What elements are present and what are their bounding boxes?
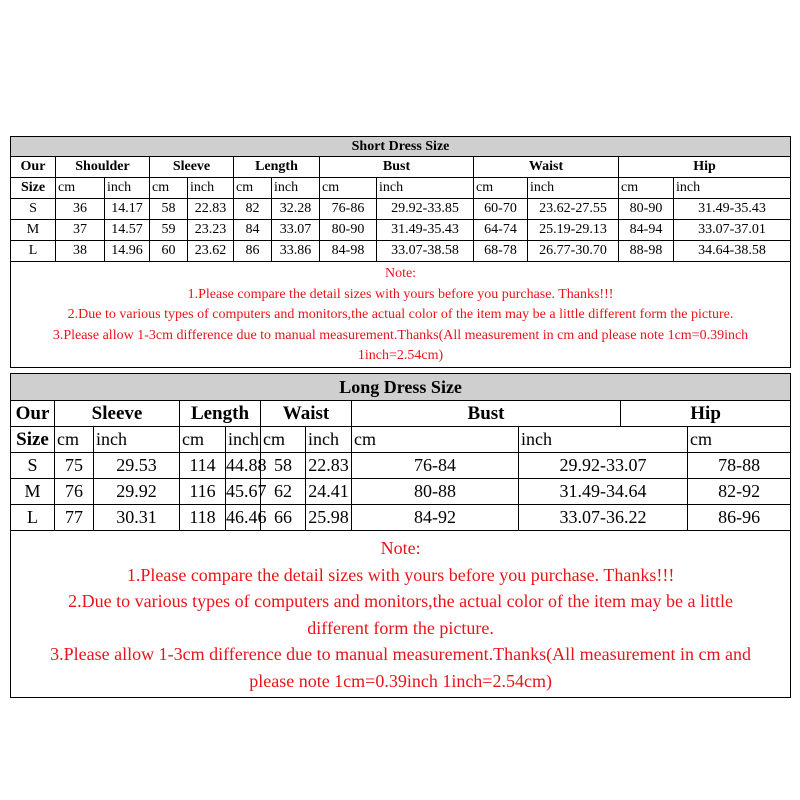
value-cell: 31.49-34.64 (519, 479, 688, 505)
value-cell: 68-78 (474, 241, 528, 262)
value-cell: 25.98 (306, 505, 352, 531)
value-cell: 33.07-36.22 (519, 505, 688, 531)
unit-cm: cm (150, 178, 188, 199)
value-cell: 33.07-38.58 (377, 241, 474, 262)
value-cell: 62 (261, 479, 306, 505)
value-cell: 88-98 (619, 241, 674, 262)
value-cell: 84-92 (352, 505, 519, 531)
value-cell: 84 (234, 220, 272, 241)
unit-cm: cm (261, 427, 306, 453)
size-label: Size (11, 427, 55, 453)
unit-cm: cm (180, 427, 226, 453)
size-cell: L (11, 241, 56, 262)
value-cell: 14.17 (105, 199, 150, 220)
table-row (11, 199, 791, 220)
value-cell: 58 (150, 199, 188, 220)
sleeve-header: Sleeve (150, 157, 234, 178)
table-row (11, 241, 791, 262)
unit-cm: cm (352, 427, 519, 453)
note-line: 3.Please allow 1-3cm difference due to manual measurement.Thanks(All measurement in cm and please note 1cm=0.39inch 1inch=2.54cm) (52, 327, 749, 363)
unit-cm: cm (56, 178, 105, 199)
value-cell: 59 (150, 220, 188, 241)
value-cell: 38 (56, 241, 105, 262)
value-cell: 116 (180, 479, 226, 505)
unit-inch: inch (272, 178, 320, 199)
value-cell: 84-94 (619, 220, 674, 241)
value-cell: 25.19-29.13 (528, 220, 619, 241)
value-cell: 86 (234, 241, 272, 262)
value-cell: 14.57 (105, 220, 150, 241)
note-line: 1.Please compare the detail sizes with yours before you purchase. Thanks!!! (126, 564, 675, 585)
value-cell: 66 (261, 505, 306, 531)
sleeve-header: Sleeve (55, 401, 180, 427)
table-row (11, 505, 791, 531)
value-cell: 32.28 (272, 199, 320, 220)
value-cell: 22.83 (188, 199, 234, 220)
note-line: 3.Please allow 1-3cm difference due to manual measurement.Thanks(All measurement in cm and please note 1cm=0.39inch 1inch=2.54cm) (50, 644, 752, 691)
unit-inch: inch (188, 178, 234, 199)
size-cell: M (11, 220, 56, 241)
unit-cm: cm (55, 427, 94, 453)
value-cell: 80-90 (619, 199, 674, 220)
value-cell: 26.77-30.70 (528, 241, 619, 262)
short-table-title: Short Dress Size (11, 137, 791, 157)
note-line: 2.Due to various types of computers and monitors,the actual color of the item may be a little different form the picture. (67, 307, 734, 322)
unit-inch: inch (306, 427, 352, 453)
size-label: Size (11, 178, 56, 199)
value-cell: 23.62 (188, 241, 234, 262)
value-cell: 60 (150, 241, 188, 262)
length-header: Length (234, 157, 320, 178)
value-cell: 30.31 (94, 505, 180, 531)
value-cell: 46.46 (226, 505, 261, 531)
value-cell: 31.49-35.43 (377, 220, 474, 241)
value-cell: 80-90 (320, 220, 377, 241)
unit-cm: cm (688, 427, 791, 453)
value-cell: 29.92-33.85 (377, 199, 474, 220)
value-cell: 114 (180, 453, 226, 479)
value-cell: 80-88 (352, 479, 519, 505)
shoulder-header: Shoulder (56, 157, 150, 178)
value-cell: 82-92 (688, 479, 791, 505)
table-row (11, 479, 791, 505)
value-cell: 44.88 (226, 453, 261, 479)
value-cell: 84-98 (320, 241, 377, 262)
value-cell: 14.96 (105, 241, 150, 262)
value-cell: 29.92-33.07 (519, 453, 688, 479)
value-cell: 60-70 (474, 199, 528, 220)
value-cell: 31.49-35.43 (674, 199, 791, 220)
length-header: Length (180, 401, 261, 427)
unit-inch: inch (226, 427, 261, 453)
value-cell: 76-84 (352, 453, 519, 479)
size-cell: S (11, 199, 56, 220)
our-label: Our (11, 157, 56, 178)
value-cell: 29.92 (94, 479, 180, 505)
note-line: 2.Due to various types of computers and monitors,the actual color of the item may be a little different form the picture. (68, 591, 733, 638)
unit-inch: inch (519, 427, 688, 453)
value-cell: 34.64-38.58 (674, 241, 791, 262)
note-heading: Note: (384, 266, 417, 281)
value-cell: 75 (55, 453, 94, 479)
waist-header: Waist (261, 401, 352, 427)
value-cell: 23.62-27.55 (528, 199, 619, 220)
unit-inch: inch (105, 178, 150, 199)
value-cell: 118 (180, 505, 226, 531)
value-cell: 58 (261, 453, 306, 479)
value-cell: 37 (56, 220, 105, 241)
size-cell: S (11, 453, 55, 479)
table-row (11, 453, 791, 479)
value-cell: 33.07-37.01 (674, 220, 791, 241)
value-cell: 33.07 (272, 220, 320, 241)
value-cell: 76-86 (320, 199, 377, 220)
value-cell: 78-88 (688, 453, 791, 479)
value-cell: 33.86 (272, 241, 320, 262)
value-cell: 64-74 (474, 220, 528, 241)
unit-inch: inch (94, 427, 180, 453)
value-cell: 77 (55, 505, 94, 531)
value-cell: 86-96 (688, 505, 791, 531)
value-cell: 24.41 (306, 479, 352, 505)
bust-header: Bust (320, 157, 474, 178)
our-label: Our (11, 401, 55, 427)
short-dress-size-table (10, 136, 791, 368)
waist-header: Waist (474, 157, 619, 178)
unit-inch: inch (528, 178, 619, 199)
unit-inch: inch (674, 178, 791, 199)
hip-header: Hip (621, 401, 791, 427)
table-row (11, 220, 791, 241)
size-cell: M (11, 479, 55, 505)
value-cell: 22.83 (306, 453, 352, 479)
value-cell: 45.67 (226, 479, 261, 505)
value-cell: 82 (234, 199, 272, 220)
unit-cm: cm (619, 178, 674, 199)
long-table-title: Long Dress Size (11, 374, 791, 401)
value-cell: 29.53 (94, 453, 180, 479)
value-cell: 76 (55, 479, 94, 505)
short-notes (11, 262, 791, 368)
value-cell: 36 (56, 199, 105, 220)
hip-header: Hip (619, 157, 791, 178)
bust-header: Bust (352, 401, 621, 427)
note-line: 1.Please compare the detail sizes with yours before you purchase. Thanks!!! (187, 286, 614, 302)
note-heading: Note: (380, 538, 421, 558)
unit-cm: cm (320, 178, 377, 199)
value-cell: 23.23 (188, 220, 234, 241)
unit-inch: inch (377, 178, 474, 199)
long-notes (11, 531, 791, 698)
long-dress-size-table (10, 373, 791, 698)
unit-cm: cm (234, 178, 272, 199)
size-cell: L (11, 505, 55, 531)
unit-cm: cm (474, 178, 528, 199)
